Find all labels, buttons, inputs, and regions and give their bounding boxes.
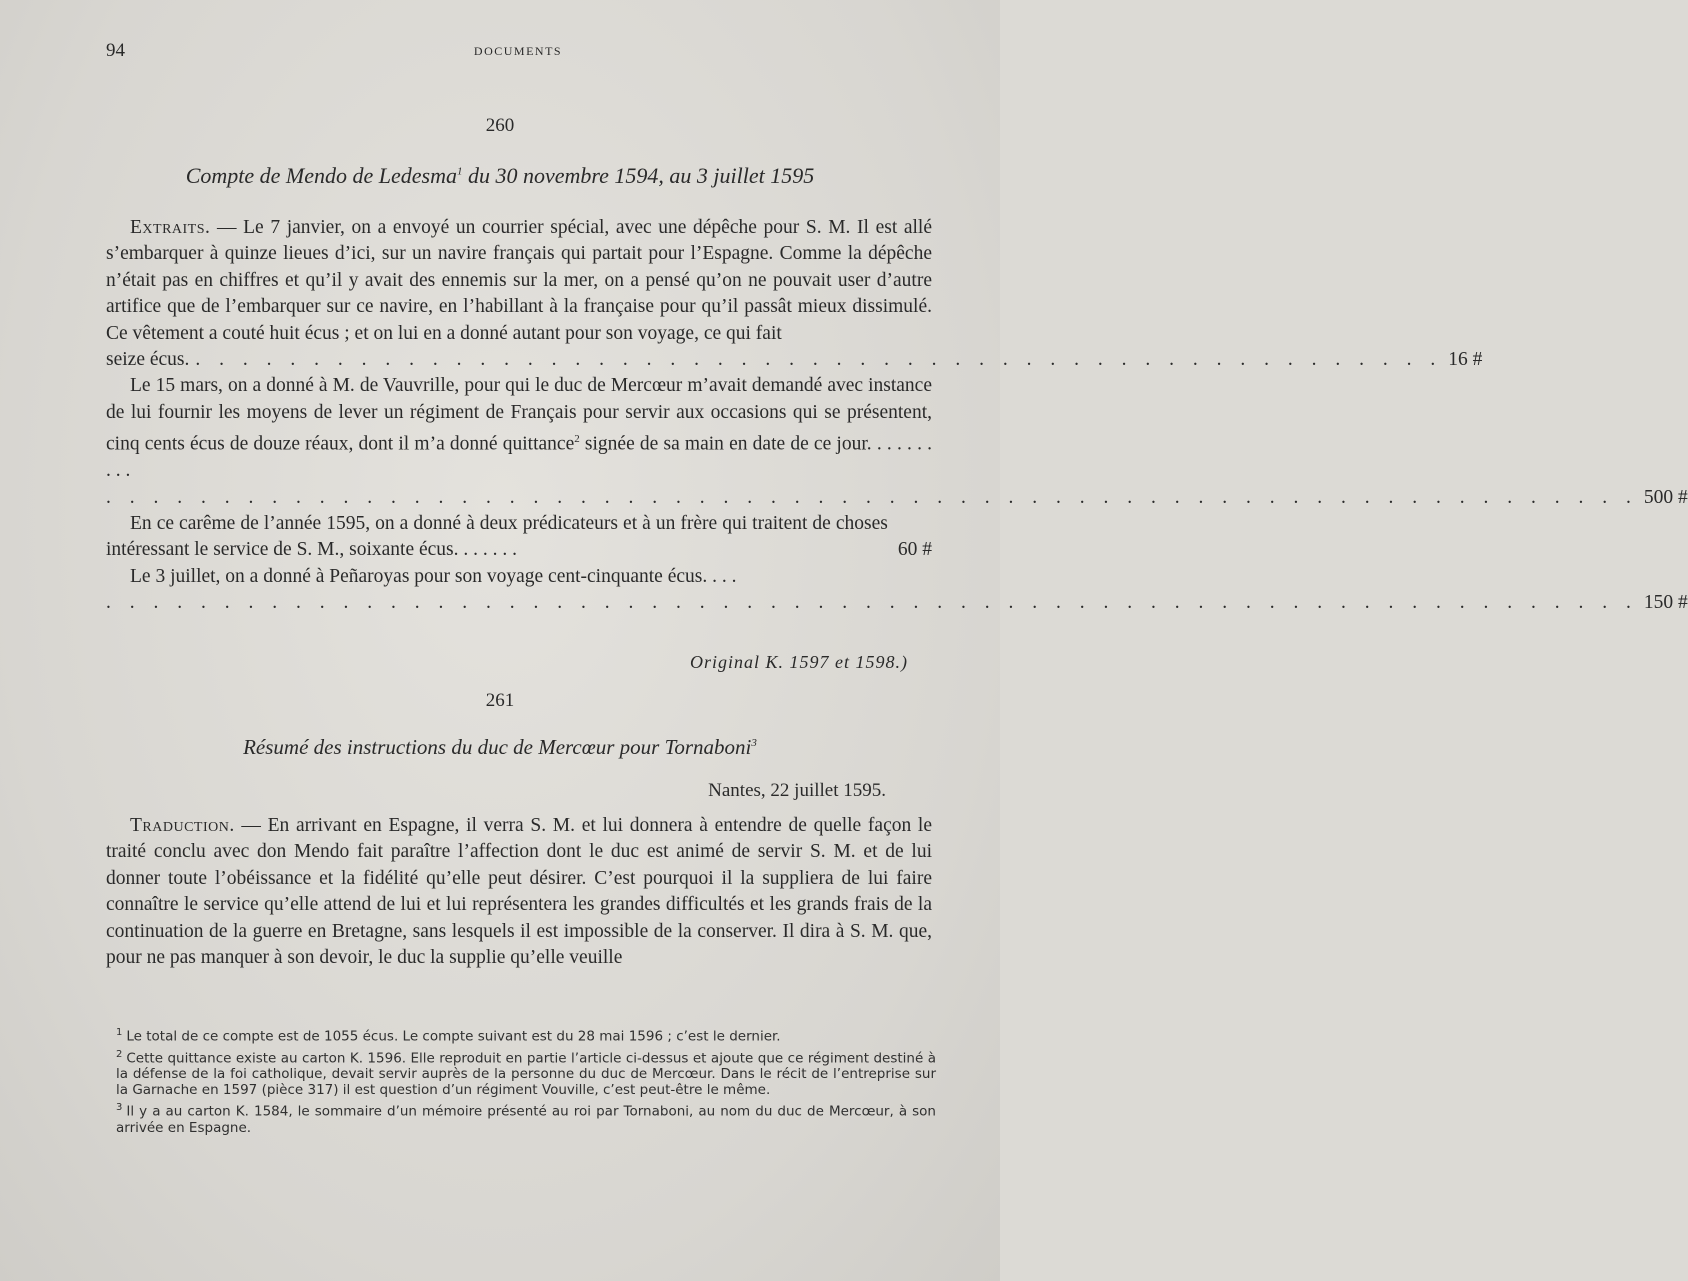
footnote-ref: 1 (457, 165, 463, 178)
paragraph-text: — En arrivant en Espagne, il verra S. M. et lui donnera à entendre de quelle façon le traité conclu avec don Mendo fait paraître l’affection dont le duc est animé de servir S. M. et de lui donner toute l’obéissance et la fidélité qu’elle peut désirer. C’est pourquoi il la suppliera de lui faire connaître le service qu’elle attend de lui et lui représentera les grandes difficultés et les grands frais de la continuation de la guerre en Bretagne, sans lesquels il est impossible de la conserver. Il dira à S. M. que, pour ne pas manquer à son devoir, le duc la supplie qu’elle veuille (106, 815, 932, 969)
dateline: Nantes, 22 juillet 1595. (708, 780, 886, 801)
footnote-text: Il y a au carton K. 1584, le sommaire d’un mémoire présenté au roi par Tornaboni, au nom du duc de Mercœur, à son arrivée en Espagne. (116, 1103, 936, 1136)
ledger-text: seize écus. (106, 349, 190, 371)
paragraph-text: Le 3 juillet, on a donné à Peñaroyas pour son voyage cent-cinquante écus. (130, 565, 708, 587)
footnote-text: Cette quittance existe au carton K. 1596. Elle reproduit en partie l’article ci-dessus et ajoute que ce régiment destiné à la défense de la foi catholique, devait servir auprès de la personne du duc de Mercœur. Dans le récit de l’entreprise sur la Garnache en 1597 (pièce 317) il est question d’un régiment Vouville, c’est peut-être le même. (116, 1050, 936, 1098)
running-title: DOCUMENTS (473, 44, 563, 58)
document-title-261 (0, 735, 1000, 760)
ledger-line (106, 511, 932, 564)
paragraph (106, 215, 932, 347)
paragraph-text: En ce carême de l’année 1595, on a donné à deux prédicateurs et à un frère qui traitent de choses intéressant le service de S. M., soixante écus. (106, 512, 888, 561)
dot-leader: . . . . . . . . . . . . . . . . . . . . . . . . . . . . . . . . . . . . . . . . . . . . . . . . . . . . . (195, 349, 1443, 371)
title-text: Compte de Mendo de Ledesma (185, 163, 457, 188)
paragraph-text: Le 15 mars, on a donné à M. de Vauvrille, pour qui le duc de Mercœur m’avait demandé avec instance de lui fournir les moyens de lever un régiment de Français pour servir aux occasions qui se présentent, cinq cents écus de douze réaux, dont il m’a donné quittance (106, 375, 932, 455)
paragraph-text: — Le 7 janvier, on a envoyé un courrier spécial, avec une dépêche pour S. M. Il est allé s’embarquer à quinze lieues d’ici, sur un navire français qui partait pour l’Espagne. Comme la dépêche n’était pas en chiffres et qu’il y avait des ennemis sur la mer, on a pensé qu’on ne pouvait user d’autre artifice que de l’embarquer sur ce navire, en l’habillant à la française pour qu’il passât mieux dissimulé. Ce vêtement a couté huit écus ; et on lui en a donné autant pour son voyage, ce qui fait (106, 217, 932, 344)
footnote (116, 1047, 936, 1099)
footnote-ref: 2 (574, 433, 580, 446)
document-body-261 (106, 813, 932, 971)
footnote (116, 1025, 936, 1045)
footnote-mark: 2 (116, 1048, 123, 1060)
ledger-line (106, 347, 1483, 373)
ledger-amount: 60 # (897, 539, 932, 561)
document-title-260 (0, 163, 1000, 189)
footnote (116, 1100, 936, 1136)
paragraph: En ce carême de l’année 1595, on a donné à deux prédicateurs et à un frère qui traitent de choses intéressant le service de S. M., soixante écus. . . . . . . (106, 512, 888, 561)
footnote-mark: 1 (116, 1027, 123, 1038)
footnote-text: Le total de ce compte est de 1055 écus. Le compte suivant est du 28 mai 1596 ; c’est le dernier. (126, 1028, 781, 1045)
paragraph (106, 813, 932, 971)
ledger-amount: 16 # (1448, 349, 1483, 371)
document-body-260 (106, 215, 1688, 617)
ledger-amount: 150 # (1643, 592, 1688, 614)
paragraph: Le 15 mars, on a donné à M. de Vauvrille, pour qui le duc de Mercœur m’avait demandé avec instance de lui fournir les moyens de lever un régiment de Français pour servir aux occasions qui se présentent, cinq cents écus de douze réaux, dont il m’a donné quittance$^2$ signée de sa main en date de ce jour. . . . . . . . . . (106, 375, 933, 482)
source-citation: Original K. 1597 et 1598.) (690, 652, 908, 672)
ledger-amount: 500 # (1643, 486, 1688, 508)
paragraph-text: signée de sa main en date de ce jour. (579, 433, 872, 455)
title-text-rest: du 30 novembre 1594, au 3 juillet 1595 (462, 163, 815, 188)
document-number-260: 260 (485, 115, 515, 136)
ledger-line (106, 485, 1688, 511)
document-number-261: 261 (485, 690, 515, 711)
section-label: Extraits. (130, 217, 211, 238)
footnotes (116, 1025, 936, 1138)
page-header (106, 40, 930, 64)
paragraph: Le 3 juillet, on a donné à Peñaroyas pour son voyage cent-cinquante écus. . . . (130, 565, 737, 587)
section-label: Traduction. (130, 815, 235, 836)
ledger-line (106, 590, 1688, 616)
footnote-mark: 3 (116, 1102, 123, 1113)
footnote-ref: 3 (751, 737, 757, 749)
dot-leader: . . . . . . . . . . . . . . . . . . . . . . . . . . . . . . . . . . . . . . . . . . . . . . . . . . . . . . . . . . . . . . . . . (106, 592, 1638, 614)
title-text: Résumé des instructions du duc de Mercœur pour Tornaboni (243, 735, 752, 759)
page-number: 94 (106, 40, 125, 61)
dot-leader: . . . . . . . . . . . . . . . . . . . . . . . . . . . . . . . . . . . . . . . . . . . . . . . . . . . . . . . . . . . . . . . . . (106, 486, 1638, 508)
